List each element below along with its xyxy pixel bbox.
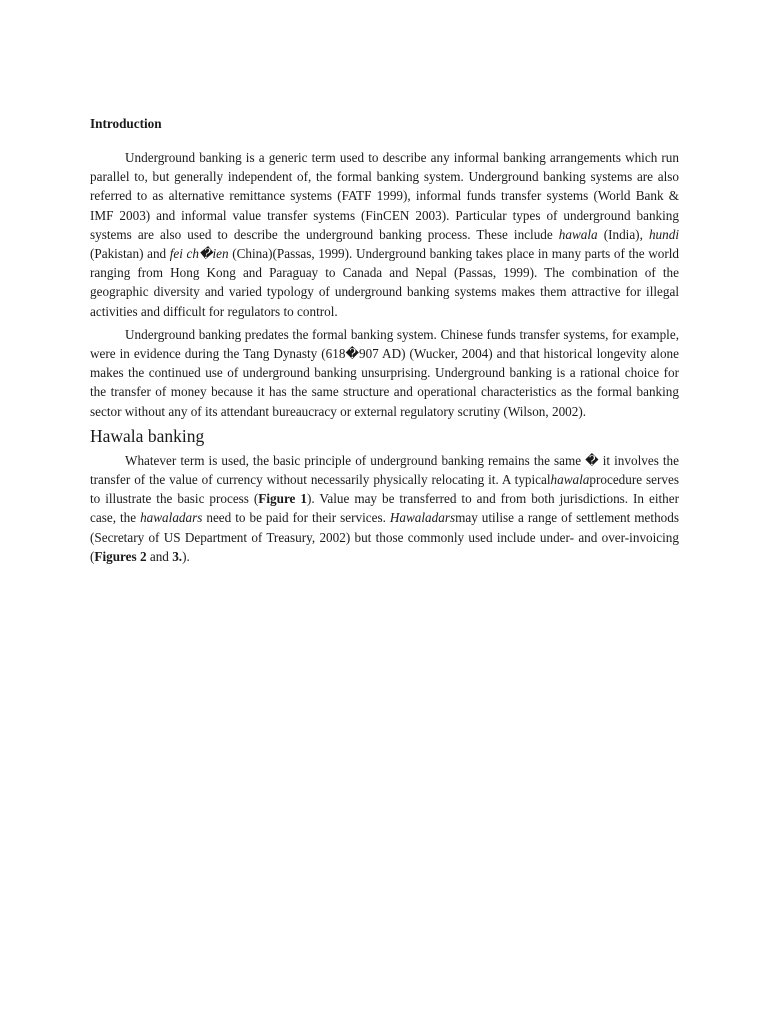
intro-paragraph-2 (90, 325, 679, 421)
document-body (90, 114, 679, 570)
text-run: need to be paid for their services. (202, 510, 390, 526)
hawala-paragraph-1 (90, 451, 679, 566)
text-run: may utilise a range of settlement methods (Secretary of US Department of Treasury, 2002) but those commonly used include under- and over-invoicing ( (90, 510, 679, 564)
italic-term: Hawaladars (389, 510, 456, 526)
text-run: Underground banking predates the formal banking system. Chinese funds transfer systems, for example, were in evidence during the Tang Dynasty (618�907 AD) (Wucker, 2004) and that historical longevity alone makes the continued use of underground banking unsurprising. Underground banking is a rational choice for the transfer of money because it has the same structure and operational characteristics as the formal banking sector without any of its attendant bureaucracy or external regulatory scrutiny (Wilson, 2002). (90, 326, 679, 419)
italic-term: hawala (550, 472, 590, 488)
figure-reference: 3. (172, 548, 183, 564)
italic-term: hundi (648, 226, 679, 242)
introduction-heading: Introduction (90, 116, 162, 131)
text-run: (India), (597, 226, 649, 242)
figure-reference: Figure 1 (258, 491, 307, 507)
intro-paragraph-1 (90, 148, 679, 321)
text-run: ). Value may be transferred to and from both jurisdictions. In either case, the (90, 491, 679, 526)
hawala-banking-heading: Hawala banking (90, 425, 205, 446)
figure-reference: Figures 2 (94, 548, 147, 564)
italic-term: hawaladars (140, 510, 203, 526)
text-run: (China)(Passas, 1999). Underground banking takes place in many parts of the world ranging from Hong Kong and Paraguay to Canada and Nepal (Passas, 1999). The combination of the geographic diversity and varied typology of underground banking systems makes them attractive for illegal activities and difficult for regulators to control. (90, 246, 679, 319)
text-run: ). (182, 548, 190, 564)
text-run: Underground banking is a generic term used to describe any informal banking arrangements which run parallel to, but generally independent of, the formal banking system. Underground banking systems are also referred to as alternative remittance systems (FATF 1999), informal funds transfer systems (World Bank & IMF 2003) and informal value transfer systems (FinCEN 2003). Particular types of underground banking systems are also used to describe the underground banking process. These include (90, 150, 679, 242)
text-run: procedure serves to illustrate the basic process ( (90, 472, 679, 507)
text-run: Whatever term is used, the basic principle of underground banking remains the same � it involves the transfer of the value of currency without necessarily physically relocating it. A typical (90, 452, 679, 488)
italic-term: hawala (558, 226, 598, 242)
text-run: and (146, 548, 173, 564)
text-run: (Pakistan) and (90, 246, 170, 262)
italic-term: fei ch�ien (169, 246, 229, 262)
